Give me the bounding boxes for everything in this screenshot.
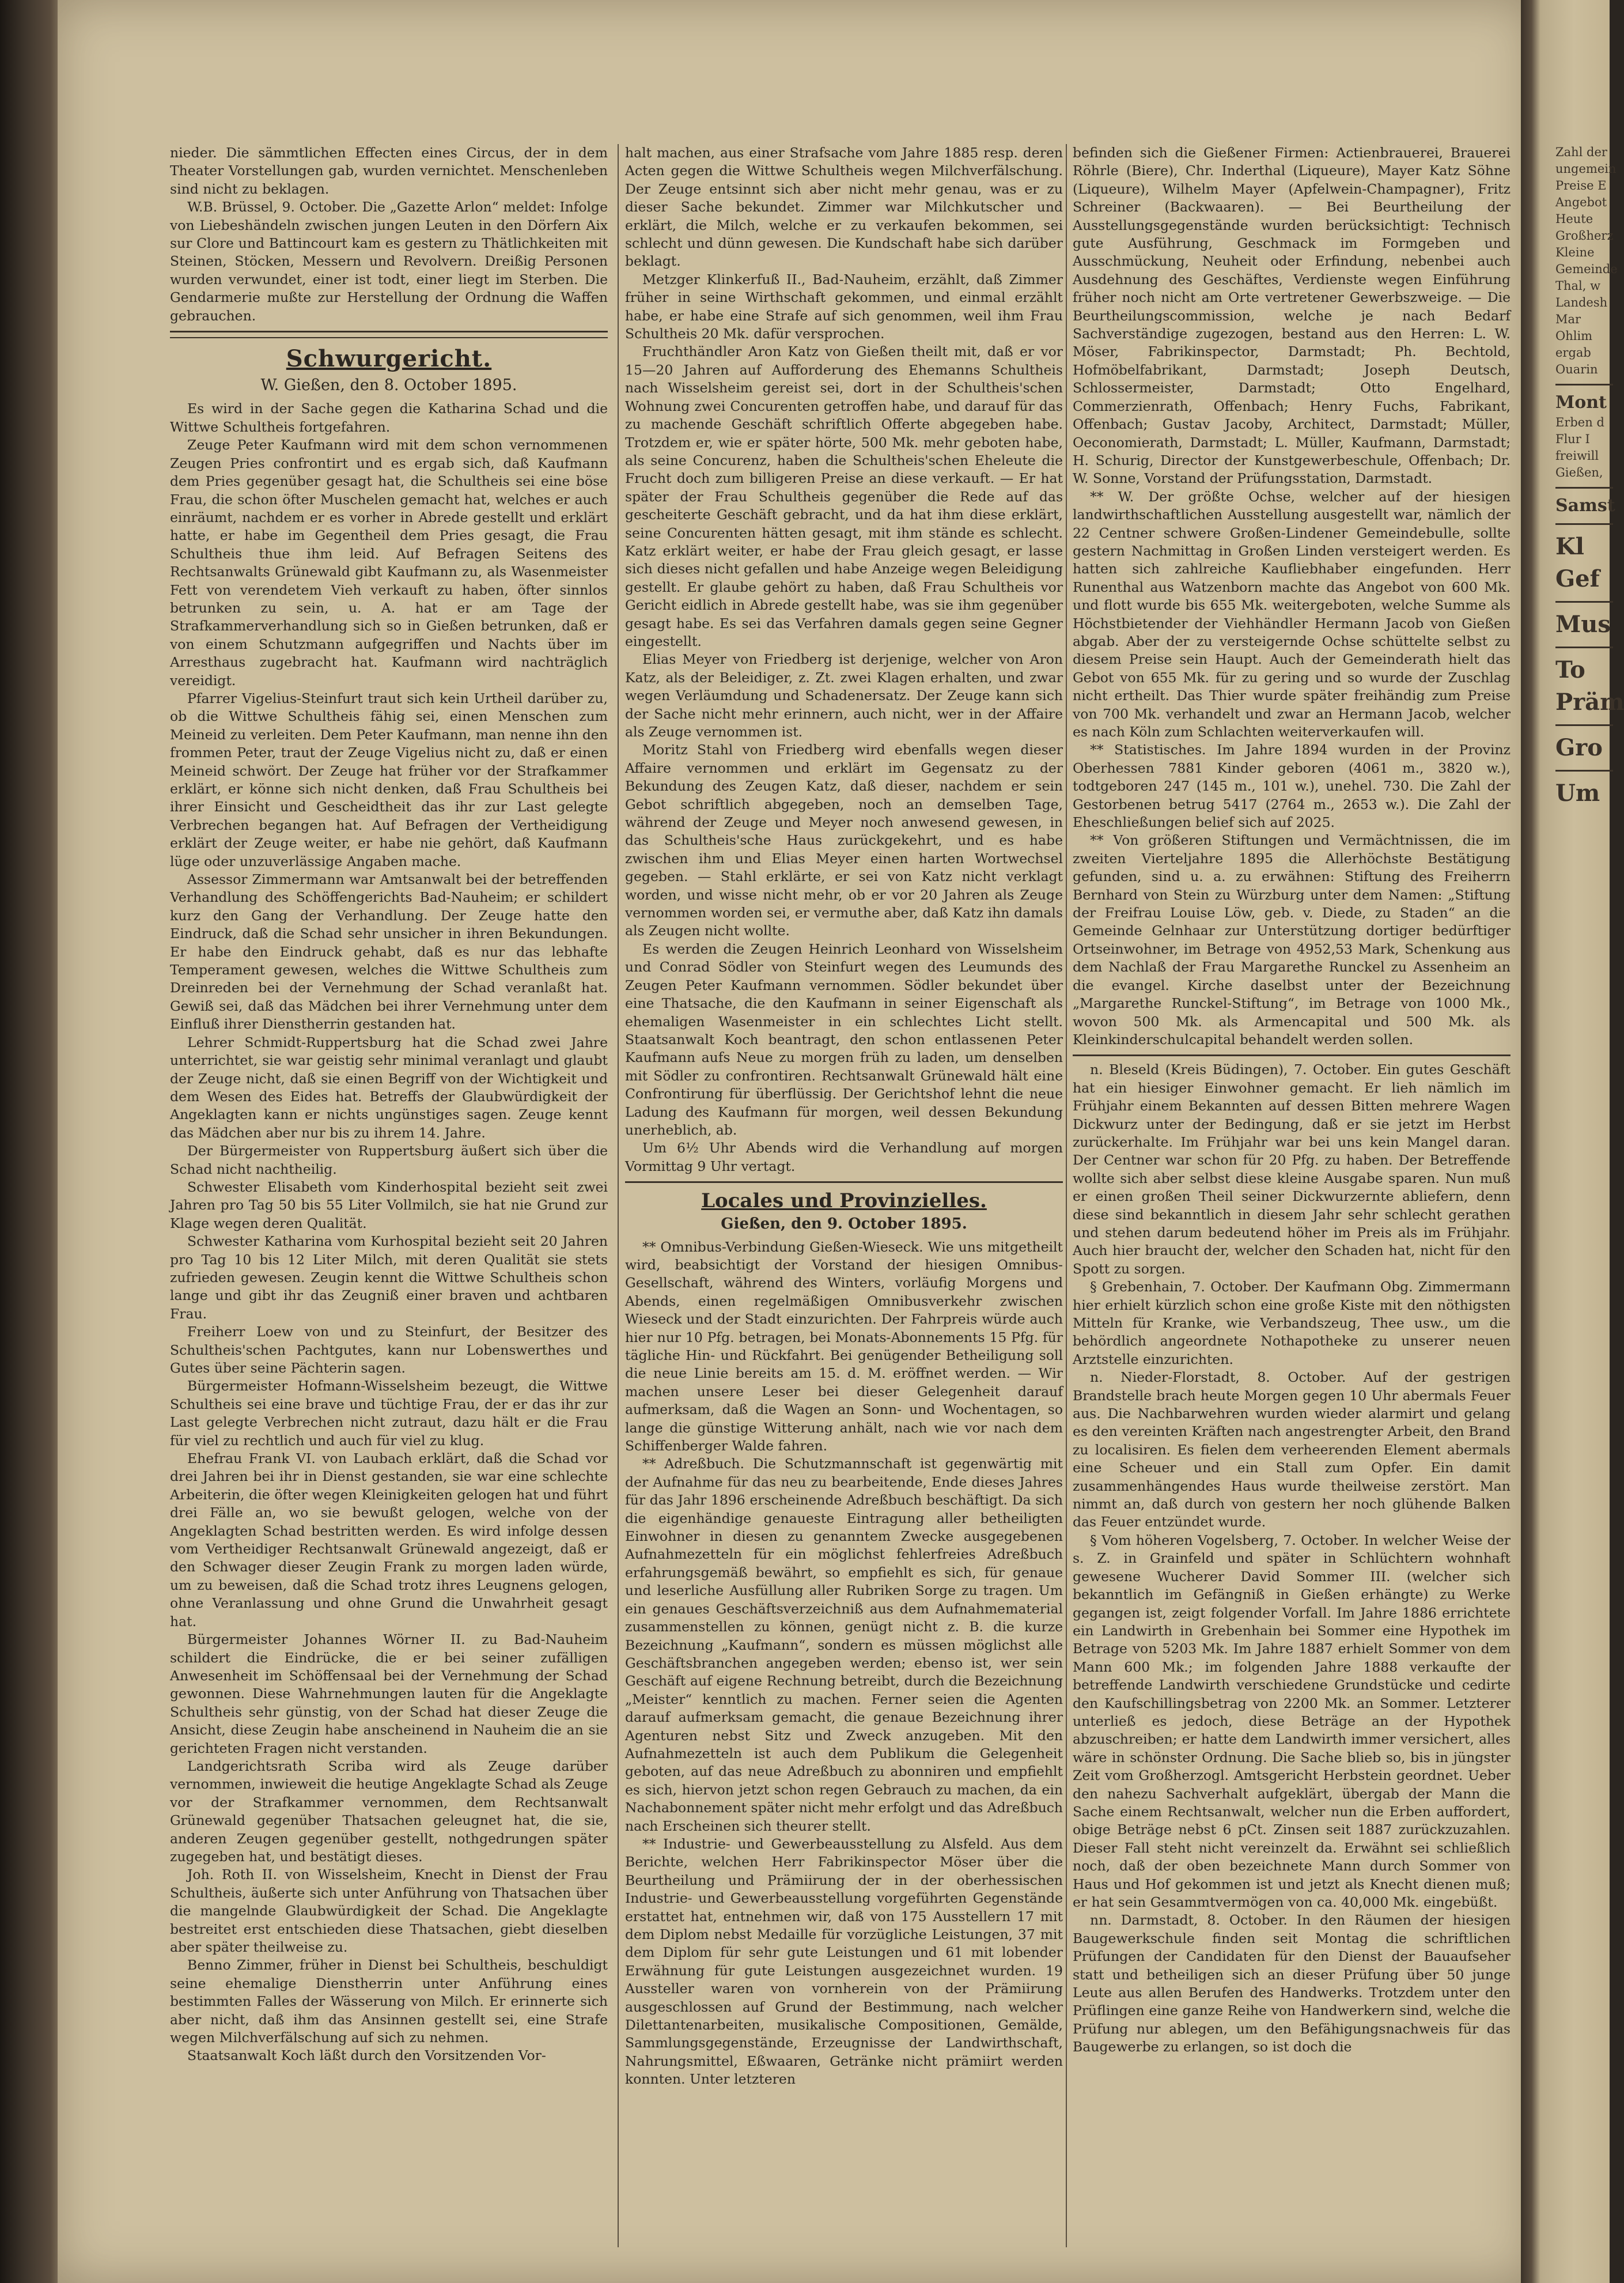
paragraph: ** Adreßbuch. Die Schutzmannschaft ist gegenwärtig mit der Aufnahme für das neu zu bearbeitende, Ende dieses Jahres für das Jahr 1896 erscheinende Adreßbuch beschäftigt. Da sich die eigenhändige genaueste Eintragung aller betheiligten Einwohner in diesen zu genanntem Zwecke ausgegebenen Aufnahmezetteln für ein möglichst fehlerfreies Adreßbuch erfahrungsgemäß bewährt, so empfiehlt es sich, für genaue und leserliche Ausfüllung aller Rubriken Sorge zu tragen. Um ein genaues Geschäftsverzeichniß aus dem Aufnahmematerial zusammenstellen zu können, genügt nicht z. B. die kurze Bezeichnung „Kaufmann“, sondern es müssen möglichst alle Geschäftsbranchen angegeben werden; ebenso ist, wer sein Geschäft auf eigene Rechnung betreibt, durch die Bezeichnung „Meister“ kenntlich zu machen. Ferner seien die Agenten darauf aufmerksam gemacht, die genaue Bezeichnung ihrer Agenturen nebst Sitz und Zweck anzugeben. Mit den Aufnahmezetteln ist auch dem Publikum die Gelegenheit geboten, auf das neue Adreßbuch zu abonniren und empfiehlt es sich, hiervon jetzt schon regen Gebrauch zu machen, da ein Nachabonnement später nicht mehr erfolgt und das Adreßbuch nach Erscheinen sich theurer stellt. — [625, 1456, 1063, 1834]
paragraph: Schwester Elisabeth vom Kinderhospital bezieht seit zwei Jahren pro Tag 50 bis 55 Liter Vollmilch, sie hat nie Grund zur Klage wegen deren Qualität. — [170, 1178, 608, 1231]
paragraph: Bürgermeister Johannes Wörner II. zu Bad-Nauheim schildert die Eindrücke, die er bei seiner zufälligen Anwesenheit im Schöffensaal bei der Vernehmung der Schad gewonnen. Diese Wahrnehmungen lauten für die Angeklagte Schultheis sehr günstig, von der Schad hat dieser Zeuge die Ansicht, diese Zeugin habe anscheinend in Nauheim die an sie gerichteten Fragen nicht verstanden. — [170, 1631, 608, 1756]
paragraph: nn. Darmstadt, 8. October. In den Räumen der hiesigen Baugewerkschule finden seit Montag die schriftlichen Prüfungen der Candidaten für den Dienst der Bauaufseher statt und betheiligen sich an dieser Prüfung über 50 junge Leute aus allen Berufen des Handwerks. Trotzdem unter den Prüflingen eine ganze Reihe von Handwerkern sind, welche die Prüfung nur ablegen, um den Befähigungsnachweis für das Baugewerbe zu erlangen, so ist doch die — [1073, 1912, 1511, 2055]
edge-line: Ouarin — [1555, 362, 1598, 376]
paragraph: Joh. Roth II. von Wisselsheim, Knecht in Dienst der Frau Schultheis, äußerte sich unter Anführung von Thatsachen über die mangelnde Glaubwürdigkeit der Schad. Die Angeklagte bestreitet erst entschieden diese Thatsachen, giebt dieselben aber später theilweise zu. — [170, 1866, 608, 1955]
paragraph: Moritz Stahl von Friedberg wird ebenfalls wegen dieser Affaire vernommen und erklärt im Gegensatz zu der Bekundung des Zeugen Katz, daß dieser, nachdem er sein Gebot schriftlich abgegeben, noch an demselben Tage, während der Zeuge und Meyer noch anwesend gewesen, in das Schultheis'sche Haus zurückgekehrt, und es habe zwischen ihm und Elias Meyer einen harten Wortwechsel gegeben. — Stahl erklärte, er sei von Katz nicht verklagt worden, und wisse nicht mehr, ob er vor 20 Jahren als Zeuge vernommen worden sei, er vermuthe aber, daß Katz ihn damals als Zeugen nicht wollte. — [625, 742, 1063, 939]
edge-line: Großherz — [1555, 229, 1614, 243]
next-page-fragments — [1555, 144, 1624, 2218]
paragraph: ** W. Der größte Ochse, welcher auf der hiesigen landwirthschaftlichen Ausstellung ausgestellt war, nämlich der 22 Centner schwere Großen-Lindener Gemeindebulle, sollte gestern Nachmittag in Großen Linden versteigert werden. Es hatten sich zahlreiche Kaufliebhaber eingefunden. Herr Runenthal aus Watzenborn machte das Angebot von 600 Mk. und flott wurde bis 655 Mk. weitergeboten, welche Summe als Höchstbietender der Viehhändler Hermann Jacob von Gießen abgab. Aber der zu versteigernde Ochse schüttelte selbst zu diesem Preise sein Haupt. Auch der Gemeinderath hielt das Gebot von 655 Mk. für zu gering und so wurde der Zuschlag nicht ertheilt. Das Thier wurde später freihändig zum Preise von 700 Mk. verhandelt und zwar an Hermann Jacob, welcher es nach Köln zum Schlachten weiterverkaufen will. — [1073, 488, 1511, 740]
paragraph: befinden sich die Gießener Firmen: Actienbrauerei, Brauerei Röhrle (Biere), Chr. Inderthal (Liqueure), Mayer Katz Söhne (Liqueure), Wilhelm Mayer (Apfelwein-Champagner), Fritz Schreiner (Backwaaren). — Bei Beurtheilung der Ausstellungsgegenstände wurden berücksichtigt: Technisch gute Ausführung, Geschmack im Formgeben und Ausschmückung, Neuheit oder Erfindung, nebenbei auch Ausdehnung des Geschäftes, Verdienste wegen Einführung früher noch nicht am Orte vertretener Gewerbszweige. — Die Beurtheilungscommission, welche je nach Bedarf Sachverständige zugezogen, bestand aus den Herren: L. W. Möser, Fabrikinspector, Darmstadt; Ph. Bechtold, Hofmöbelfabrikant, Darmstadt; Joseph Deutsch, Schlossermeister, Darmstadt; Otto Engelhard, Commerzienrath, Offenbach; Henry Fuchs, Fabrikant, Offenbach; Gustav Jacoby, Architect, Darmstadt; Müller, Oeconomierath, Darmstadt; L. Müller, Kaufmann, Darmstadt; H. Schurig, Director der Kunstgewerbeschule, Offenbach; Dr. W. Sonne, Vorstand der Prüfungsstation, Darmstadt. — [1073, 145, 1511, 487]
edge-line: Landesh — [1555, 296, 1608, 309]
rule — [1555, 724, 1613, 726]
edge-line: Gießen, — [1555, 466, 1603, 479]
paragraph: Landgerichtsrath Scriba wird als Zeuge darüber vernommen, inwieweit die heutige Angeklagte Schad als Zeuge vor der Strafkammer vernommen, dem Rechtsanwalt Grünewald gegenüber Thatsachen geleugnet hat, die sie, anderen Zeugen gegenüber gestellt, nothgedrungen später zugegeben hat, und bestätigt dieses. — [170, 1757, 608, 1865]
book-spine — [0, 0, 63, 2283]
column-divider — [1066, 144, 1067, 2247]
edge-line: Erben d — [1555, 415, 1604, 429]
edge-heading: Kl — [1555, 533, 1584, 560]
edge-line: freiwill — [1555, 449, 1599, 463]
paragraph: ** Omnibus-Verbindung Gießen-Wieseck. Wie uns mitgetheilt wird, beabsichtigt der Vorstand der hiesigen Omnibus-Gesellschaft, während des Winters, vorläufig Morgens und Abends, einen regelmäßigen Omnibusverkehr zwischen Wieseck und der Stadt einzurichten. Der Fahrpreis würde auch hier nur 10 Pfg. betragen, bei Monats-Abonnements 15 Pfg. für tägliche Hin- und Rückfahrt. Bei genügender Betheiligung soll die neue Linie bereits am 15. d. M. eröffnet werden. — Wir machen unsere Leser bei dieser Gelegenheit darauf aufmerksam, daß die Wagen an Sonn- und Wochentagen, so lange die günstige Witterung anhält, nach wie vor nach dem Schiffenberger Walde fahren. — [625, 1238, 1063, 1454]
edge-line: Heute — [1555, 212, 1593, 226]
paragraph: Schwester Katharina vom Kurhospital bezieht seit 20 Jahren pro Tag 10 bis 12 Liter Milch, mit deren Qualität sie stets zufrieden gewesen. Zeugin kennt die Wittwe Schultheis schon lange und gibt ihr das Zeugniß einer braven und achtbaren Frau. — [170, 1233, 608, 1322]
article-fire: nieder. Die sämmtlichen Effecten eines Circus, der in dem Theater Vorstellungen gab, wurden vernichtet. Menschenleben sind nicht zu beklagen. — [170, 145, 608, 197]
edge-line: Preise E — [1555, 179, 1607, 192]
edge-line: Ohlim — [1555, 329, 1593, 343]
rule — [625, 1181, 1063, 1183]
rule — [1555, 770, 1613, 772]
edge-line: ergab — [1555, 346, 1591, 360]
paragraph: n. Nieder-Florstadt, 8. October. Auf der gestrigen Brandstelle brach heute Morgen gegen 10 Uhr abermals Feuer aus. Die Nachbarwehren wurden wieder alarmirt und gelang es den vereinten Kräften nach angestrengter Arbeit, den Brand zu localisiren. Es fielen dem verheerenden Element abermals eine Scheuer und ein Stall zum Opfer. Ein damit zusammenhängendes Haus wurde theilweise zerstört. Man nimmt an, daß durch von gestern her noch glühende Balken das Feuer entzündet wurde. — [1073, 1369, 1511, 1530]
paragraph: Es wird in der Sache gegen die Katharina Schad und die Wittwe Schultheis fortgefahren. — [170, 400, 608, 435]
paragraph: ** Von größeren Stiftungen und Vermächtnissen, die im zweiten Vierteljahre 1895 die Allerhöchste Bestätigung gefunden, sind u. a. zu erwähnen: Stiftung des Freiherrn Bernhard von Stein zu Würzburg unter dem Namen: „Stiftung der Freifrau Louise Löw, geb. v. Diede, zu Staden“ an die Gemeinde Gelnhaar zur Unterstützung dortiger bedürftiger Ortseinwohner, im Betrage von 4952,53 Mark, Schenkung aus dem Nachlaß der Frau Margarethe Runckel zu Assenheim an die evangel. Kirche daselbst unter der Bezeichnung „Margarethe Runckel-Stiftung“, im Betrage von 1000 Mk., wovon 500 Mk. als Armencapital und 500 Mk. als Kleinkinderschulcapital behandelt werden sollen. — [1073, 832, 1511, 1048]
paragraph: Um 6½ Uhr Abends wird die Verhandlung auf morgen Vormittag 9 Uhr vertagt. — [625, 1140, 1063, 1174]
paragraph: Bürgermeister Hofmann-Wisselsheim bezeugt, die Wittwe Schultheis sei eine brave und tüchtige Frau, der er das ihr zur Last gelegte Verbrechen nicht zutraut, dazu hält er die Frau für viel zu rechtlich und auch für viel zu klug. — [170, 1378, 608, 1449]
paragraph: § Grebenhain, 7. October. Der Kaufmann Obg. Zimmermann hier erhielt kürzlich schon eine große Kiste mit den nöthigsten Mitteln für Kranke, wie Verbandszeug, Thee usw., um die behördlich angeordnete Nothapotheke zu unserer neuen Arztstelle einzurichten. — [1073, 1279, 1511, 1367]
edge-line: Gemeinde — [1555, 262, 1618, 276]
paragraph: ** Statistisches. Im Jahre 1894 wurden in der Provinz Oberhessen 7881 Kinder geboren (4061 m., 3820 w.), todtgeboren 247 (145 m., 101 w.), unehel. 730. Die Zahl der Gestorbenen betrug 5417 (2764 m., 2653 w.). Die Zahl der Eheschließungen belief sich auf 2025. — [1073, 742, 1511, 831]
edge-heading: Samst — [1555, 496, 1615, 516]
paragraph: Der Bürgermeister von Ruppertsburg äußert sich über die Schad nicht nachtheilig. — [170, 1143, 608, 1177]
edge-line: ungemein — [1555, 162, 1617, 176]
edge-heading: Gef — [1555, 565, 1600, 592]
rule — [1555, 647, 1613, 648]
paragraph: Assessor Zimmermann war Amtsanwalt bei der betreffenden Verhandlung des Schöffengerichts Bad-Nauheim; er schildert kurz den Gang der Verhandlung. Der Zeuge hatte den Eindruck, daß die Schad sehr unsicher in ihren Bekundungen. Er habe den Eindruck gehabt, daß es nur das lebhafte Temperament gewesen, welches die Wittwe Schultheis zum Dreinreden bei der Vernehmung der Schad veranlaßt hat. Gewiß sei, daß das Mädchen bei ihrer Vernehmung unter dem Einfluß ihrer Dienstherrin gestanden hat. — [170, 871, 608, 1033]
edge-line: Zahl der — [1555, 145, 1607, 159]
paragraph: Benno Zimmer, früher in Dienst bei Schultheis, beschuldigt seine ehemalige Dienstherrin unter Anführung eines bestimmten Falles der Wässerung von Milch. Er erinnerte sich aber nicht, daß ihm das Ansinnen gestellt sei, eine Strafe wegen Milchverfälschung auf sich zu nehmen. — [170, 1957, 608, 2046]
paragraph: Ehefrau Frank VI. von Laubach erklärt, daß die Schad vor drei Jahren bei ihr in Dienst gestanden, sie war eine schlechte Arbeiterin, die öfter wegen Kleinigkeiten gelogen hat und führt drei Fälle an, wo sie bewußt gelogen, welche von der Angeklagten Schad bestritten werden. Es wird infolge dessen vom Vertheidiger Rechtsanwalt Grünewald angezeigt, daß er den Schwager dieser Zeugin Frank zu morgen laden würde, um zu beweisen, daß die Schad trotz ihres Leugnens gelogen, ohne Veranlassung und ohne Grund die Unwahrheit gesagt hat. — [170, 1450, 608, 1630]
edge-line: Angebot — [1555, 195, 1607, 209]
rule — [170, 331, 608, 332]
edge-heading: Gro — [1555, 734, 1603, 761]
edge-heading: To — [1555, 656, 1585, 683]
article-bruessel: W.B. Brüssel, 9. October. Die „Gazette Arlon“ meldet: Infolge von Liebeshändeln zwischen jungen Leuten in den Dörfern Aix sur Clore und Battincourt kam es gestern zu Thätlichkeiten mit Steinen, Stöcken, Messern und Revolvern. Dreißig Personen wurden verwundet, einer ist todt, einer liegt im Sterben. Die Gendarmerie mußte zur Herstellung der Ordnung die Waffen gebrauchen. — [170, 199, 608, 324]
paragraph: Elias Meyer von Friedberg ist derjenige, welcher von Aron Katz, als der Beleidiger, z. Zt. zwei Klagen erhalten, und zwar wegen Verläumdung und Schadenersatz. Der Zeuge kann sich der Sache nicht mehr erinnern, auch nicht, wer in der Affaire als Zeuge vernommen ist. — [625, 651, 1063, 740]
paragraph: Freiherr Loew von und zu Steinfurt, der Besitzer des Schultheis'schen Pachtgutes, kann nur Lobenswerthes und Gutes über seine Pächterin sagen. — [170, 1324, 608, 1376]
edge-line: Kleine — [1555, 245, 1595, 259]
rule — [1073, 1054, 1511, 1056]
column-3 — [1073, 144, 1511, 2247]
paragraph: Staatsanwalt Koch läßt durch den Vorsitzenden Vor- — [187, 2047, 546, 2064]
rule — [1555, 523, 1613, 525]
rule — [1555, 384, 1613, 385]
section-heading-schwurgericht: Schwurgericht. — [286, 345, 492, 373]
dateline: W. Gießen, den 8. October 1895. — [260, 376, 517, 395]
column-divider — [618, 144, 619, 2247]
paragraph: § Vom höheren Vogelsberg, 7. October. In welcher Weise der s. Z. in Grainfeld und später in Schlüchtern wohnhaft gewesene Wucherer David Sommer III. (welcher sich bekanntlich im Gefängniß in Gießen erhängte) zu Werke gegangen ist, zeigt folgender Vorfall. Im Jahre 1886 errichtete ein Landwirth in Grebenhain bei Sommer eine Hypothek im Betrage von 5203 Mk. Im Jahre 1887 erhielt Sommer von dem Mann 600 Mk.; im folgenden Jahre 1888 verkaufte der betreffende Landwirth verschiedene Grundstücke und cedirte den Kaufschillingsbetrag von 2200 Mk. an Sommer. Letzterer unterließ es jedoch, diese Beträge an der Hypothek abzuschreiben; er hatte dem Landwirth immer versichert, alles wäre in schönster Ordnung. Die Sache blieb so, bis in jüngster Zeit vom Großherzogl. Amtsgericht Herbstein geordnet. Ueber den nahezu Sachverhalt aufgeklärt, übergab der Mann die Sache einem Rechtsanwalt, welcher nun die Erben auffordert, obige Beträge nebst 6 pCt. Zinsen seit 1887 zurückzuzahlen. Dieser Fall steht nicht vereinzelt da. Erwähnt sei schließlich noch, daß der oben bezeichnete Mann durch Sommer von Haus und Hof gekommen ist und jetzt als Knecht dienen muß; er hat sein Gesammtvermögen von ca. 40,000 Mk. eingebüßt. — [1073, 1532, 1511, 1910]
edge-line: Mar — [1555, 312, 1581, 326]
edge-heading: Mus — [1555, 611, 1611, 638]
rule — [1555, 487, 1613, 489]
column-2 — [625, 144, 1063, 2247]
edge-line: Thal, w — [1555, 279, 1601, 293]
rule — [1555, 601, 1613, 603]
edge-line: Flur I — [1555, 432, 1590, 446]
edge-heading: Um — [1555, 780, 1600, 807]
paragraph: Fruchthändler Aron Katz von Gießen theilt mit, daß er vor 15—20 Jahren auf Aufforderung des Ehemanns Schultheis nach Wisselsheim gereist sei, dort in der Schultheis'schen Wohnung zwei Concurenten getroffen habe, und darauf für das zu machende Geschäft schriftlich Offerte abgegeben habe. Trotzdem er, wie er später hörte, 500 Mk. mehr geboten habe, als seine Concurenz, haben die Schultheis'schen Eheleute die Frucht doch zum billigeren Preise an diese verkauft. — Er hat später der Frau Schultheis gegenüber die Rede auf das gescheiterte Geschäft gebracht, und da hat ihm diese erklärt, seine Concurenten hätten gesagt, mit ihm stände es schlecht. Katz erklärt weiter, er habe der Frau gleich gesagt, er lasse sich dieses nicht gefallen und habe Anzeige wegen Beleidigung gestellt. Er glaube gehört zu haben, daß Frau Schultheis vor Gericht eidlich in Abrede gestellt habe, was sie ihm gegenüber gesagt habe. Es sei das Verfahren damals gegen seine Gegner eingestellt. — [625, 343, 1063, 649]
paragraph: Es werden die Zeugen Heinrich Leonhard von Wisselsheim und Conrad Södler von Steinfurt wegen des Leumunds des Zeugen Peter Kaufmann vernommen. Södler bekundet über eine Thatsache, die den Kaufmann in seiner Eigenschaft als ehemaligen Wasenmeister in ein schlechtes Licht stellt. Staatsanwalt Koch beantragt, den schon entlassenen Peter Kaufmann aufs Neue zu morgen früh zu laden, um denselben mit Södler zu confrontiren. Rechtsanwalt Grünewald hält eine Confrontirung für überflüssig. Der Gerichtshof lehnt die neue Ladung des Kaufmann für morgen, weil dessen Bekundung unerheblich, ab. — [625, 940, 1063, 1138]
edge-heading: Präm — [1555, 689, 1624, 716]
paragraph: ** Industrie- und Gewerbeausstellung zu Alsfeld. Aus dem Berichte, welchen Herr Fabrikinspector Möser über die Beurtheilung und Prämiirung der in der oberhessischen Industrie- und Gewerbeausstellung vorgeführten Gegenstände erstattet hat, entnehmen wir, daß von 175 Ausstellern 17 mit dem Diplom nebst Medaille für vorzügliche Leistungen, 37 mit dem Diplom für sehr gute Leistungen und 61 mit lobender Erwähnung für gute Leistungen ausgezeichnet wurden. 19 Aussteller waren von vornherein von der Prämiirung ausgeschlossen auf Grund der Bestimmung, nach welcher Dilettantenarbeiten, musikalische Compositionen, Gemälde, Sammlungsgegenstände, Erzeugnisse der Landwirthschaft, Nahrungsmittel, Eßwaaren, Getränke nicht prämiirt werden konnten. Unter letzteren — [625, 1835, 1063, 2088]
paragraph: Metzger Klinkerfuß II., Bad-Nauheim, erzählt, daß Zimmer früher in seine Wirthschaft gekommen, und einmal erzählt habe, er habe eine Strafe auf sich genommen, weil ihm Frau Schultheis 20 Mk. dafür versprochen. — [625, 271, 1063, 342]
section-heading-locales: Locales und Provinzielles. — [701, 1189, 987, 1213]
paragraph: n. Bleseld (Kreis Büdingen), 7. October. Ein gutes Geschäft hat ein hiesiger Einwohner gemacht. Er lieh nämlich im Frühjahr einem Bekannten auf dessen Bitten mehrere Wagen Dickwurz unter der Bedingung, daß er sie jetzt im Herbst zurückerhalte. Im Frühjahr war bei uns kein Mangel daran. Der Centner war schon für 20 Pfg. zu haben. Der Betreffende wollte sich aber selbst diese kleine Ausgabe sparen. Nun muß er einen großen Theil seiner Dickwurzernte abliefern, denn diese sind bekanntlich in diesem Jahr sehr schlecht gerathen und stehen darum bedeutend höher im Preis als im Frühjahr. Auch hier braucht der, welcher den Schaden hat, nicht für den Spott zu sorgen. — [1073, 1061, 1511, 1277]
dateline: Gießen, den 9. October 1895. — [721, 1215, 967, 1233]
paragraph: Pfarrer Vigelius-Steinfurt traut sich kein Urtheil darüber zu, ob die Wittwe Schultheis fähig sei, einen Menschen zum Meineid zu verleiten. Dem Peter Kaufmann, man nenne ihn den frommen Peter, traut der Zeuge Vigelius nicht zu, daß er einen Meineid schwört. Der Zeuge hat früher vor der Strafkammer erklärt, er könne sich nicht denken, daß Frau Schultheis bei ihrer Einsicht und Gescheidtheit das ihr zur Last gelegte Verbrechen begangen hat. Auf Befragen der Vertheidigung erklärt der Zeuge weiter, er habe nie gehört, daß Kaufmann lüge oder unzuverlässige Angaben mache. — [170, 690, 608, 870]
paragraph: Zeuge Peter Kaufmann wird mit dem schon vernommenen Zeugen Pries confrontirt und es ergab sich, daß Kaufmann dem Pries gegenüber gesagt hat, die Schultheis sei eine böse Frau, die schon öfter Muschelen gemacht hat, welches er auch einräumt, nachdem er es vorher in Abrede gestellt und erklärt hatte, er habe im Gegentheil dem Pries gesagt, die Frau Schultheis thue ihm leid. Auf Befragen Seitens des Rechtsanwalts Grünewald gibt Kaufmann zu, als Wasenmeister Fett von verendetem Vieh verkauft zu haben, öfter sinnlos betrunken zu sein, u. A. hat er am Tage der Strafkammerverhandlung sich so in Gießen betrunken, daß er von einem Schutzmann aufgegriffen und Nachts über im Arresthaus zugebracht hat. Kaufmann wird nachträglich vereidigt. — [170, 437, 608, 689]
column-1 — [170, 144, 608, 2247]
paragraph: halt machen, aus einer Strafsache vom Jahre 1885 resp. deren Acten gegen die Wittwe Schultheis wegen Milchverfälschung. Der Zeuge entsinnt sich aber nicht mehr genau, was er zu dieser Sache bekundet. Zimmer war Milchkutscher und erklärt, die Milch, welche er zu verkaufen bekommen, sei schlecht und dünn gewesen. Die Kundschaft habe sich darüber beklagt. — [625, 145, 1063, 270]
edge-heading: Mont — [1555, 392, 1607, 413]
rule — [170, 337, 608, 338]
paragraph: Lehrer Schmidt-Ruppertsburg hat die Schad zwei Jahre unterrichtet, sie war geistig sehr minimal veranlagt und glaubt der Zeuge nicht, daß sie einen Begriff von der Wichtigkeit und dem Wesen des Eides hat. Betreffs der Glaubwürdigkeit der Angeklagten kann er nichts ungünstiges sagen. Zeuge kennt das Mädchen aber nur bis zu ihrem 14. Jahre. — [170, 1034, 608, 1141]
